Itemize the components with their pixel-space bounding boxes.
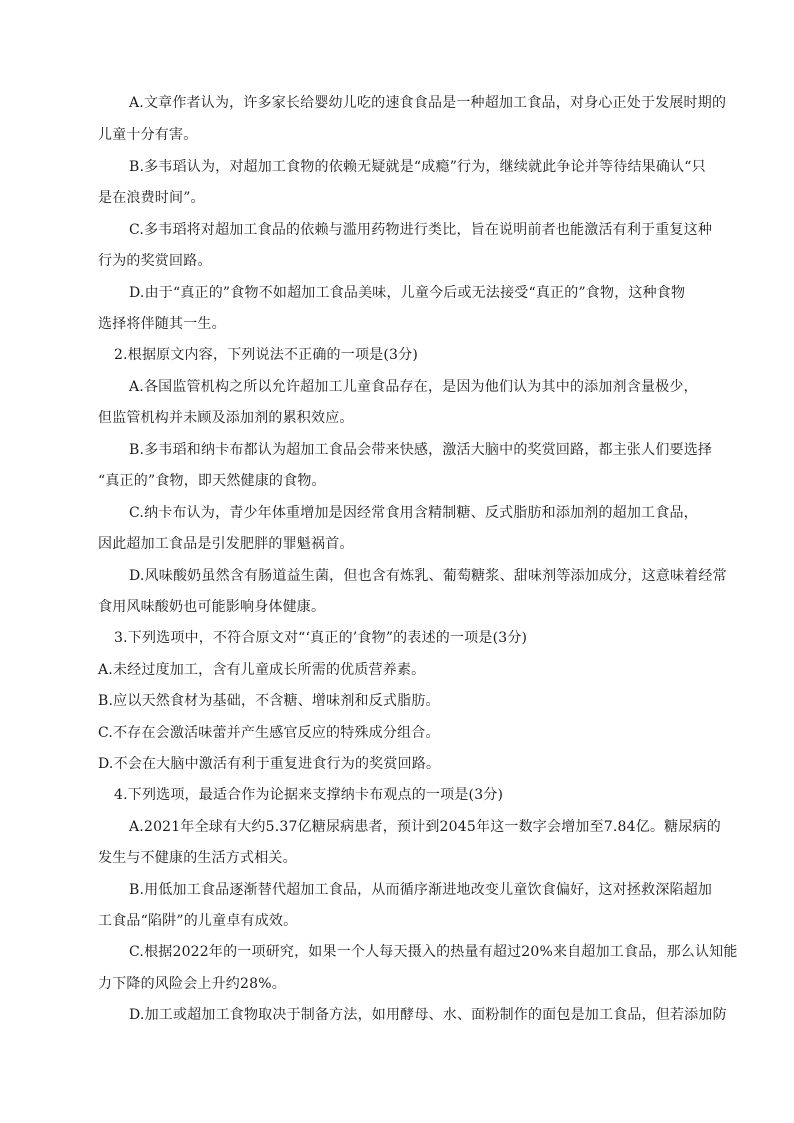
q4-option-b-line2: 工食品“陷阱”的儿童卓有成效。 — [98, 913, 298, 929]
q4-option-d-line1: D.加工或超加工食物取决于制备方法，如用酵母、水、面粉制作的面包是加工食品，但若添加防 — [129, 1007, 727, 1023]
q2-option-c-line2: 因此超加工食品是引发肥胖的罪魁祸首。 — [98, 536, 354, 552]
q3-option-a: A.未经过度加工，含有儿童成长所需的优质营养素。 — [98, 662, 426, 678]
question-3-stem: 3.下列选项中，不符合原文对“‘真正的’食物”的表述的一项是(3分) — [114, 630, 528, 646]
q3-option-c: C.不存在会激活味蕾并产生感官反应的特殊成分组合。 — [98, 725, 440, 741]
q4-option-a-line1: A.2021年全球有大约5.37亿糖尿病患者，预计到2045年这一数字会增加至7.84亿。糖尿病的 — [129, 819, 721, 835]
q4-option-c-line1: C.根据2022年的一项研究，如果一个人每天摄入的热量有超过20%来自超加工食品，那么认知能 — [129, 944, 738, 960]
question-2-stem: 2.根据原文内容，下列说法不正确的一项是(3分) — [114, 347, 418, 363]
q4-option-c-line2: 力下降的风险会上升约28%。 — [98, 976, 286, 992]
q1-option-d-line1: D.由于“真正的”食物不如超加工食品美味，儿童今后或无法接受“真正的”食物，这种食物 — [129, 285, 686, 301]
q1-option-b-line1: B.多韦瑫认为，对超加工食物的依赖无疑就是“成瘾”行为，继续就此争论并等待结果确认“只 — [129, 159, 706, 175]
q2-option-d-line2: 食用风味酸奶也可能影响身体健康。 — [98, 599, 326, 615]
q2-option-c-line1: C.纳卡布认为，青少年体重增加是因经常食用含精制糖、反式脂肪和添加剂的超加工食品， — [129, 505, 698, 521]
q1-option-c-line2: 行为的奖赏回路。 — [98, 253, 212, 269]
q2-option-a-line2: 但监管机构并未顾及添加剂的累积效应。 — [98, 410, 354, 426]
q1-option-b-line2: 是在浪费时间”。 — [98, 190, 205, 206]
q2-option-b-line1: B.多韦瑫和纳卡布都认为超加工食品会带来快感，激活大脑中的奖赏回路，都主张人们要选择 — [129, 442, 713, 458]
q2-option-d-line1: D.风味酸奶虽然含有肠道益生菌，但也含有炼乳、葡萄糖浆、甜味剂等添加成分，这意味着经常 — [129, 568, 727, 584]
q3-option-d: D.不会在大脑中激活有利于重复进食行为的奖赏回路。 — [98, 756, 441, 772]
q2-option-a-line1: A.各国监管机构之所以允许超加工儿童食品存在，是因为他们认为其中的添加剂含量极少， — [129, 379, 698, 395]
q1-option-d-line2: 选择将伴随其一生。 — [98, 316, 226, 332]
q1-option-c-line1: C.多韦瑫将对超加工食品的依赖与滥用药物进行类比，旨在说明前者也能激活有利于重复这种 — [129, 222, 713, 238]
q1-option-a-line2: 儿童十分有害。 — [98, 127, 198, 143]
q3-option-b: B.应以天然食材为基础，不含糖、增味剂和反式脂肪。 — [98, 693, 440, 709]
q4-option-a-line2: 发生与不健康的生活方式相关。 — [98, 850, 297, 866]
question-4-stem: 4.下列选项，最适合作为论据来支撑纳卡布观点的一项是(3分) — [114, 787, 504, 803]
q4-option-b-line1: B.用低加工食品逐渐替代超加工食品，从而循序渐进地改变儿童饮食偏好，这对拯救深陷超加 — [129, 882, 713, 898]
q1-option-a-line1: A.文章作者认为，许多家长给婴幼儿吃的速食食品是一种超加工食品，对身心正处于发展时期的 — [129, 95, 727, 111]
q2-option-b-line2: “真正的”食物，即天然健康的食物。 — [98, 473, 326, 489]
